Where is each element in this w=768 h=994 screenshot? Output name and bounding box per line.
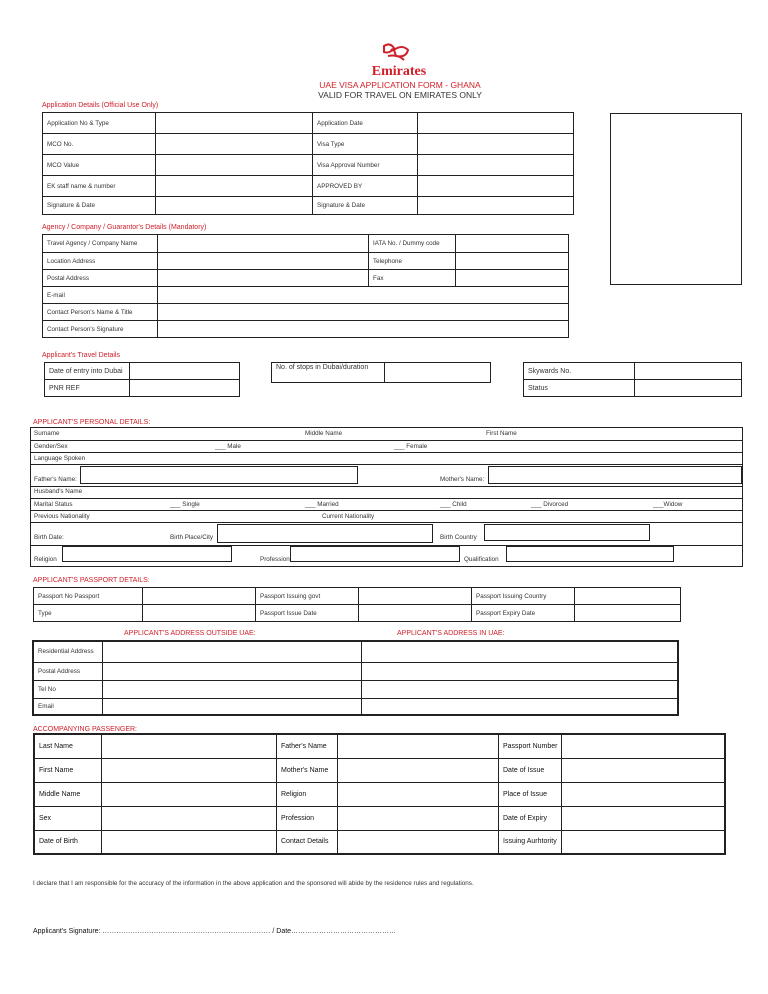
address-outside-title: APPLICANT'S ADDRESS OUTSIDE UAE: <box>124 630 256 637</box>
accompanying-field[interactable] <box>562 782 725 806</box>
address-label: Tel No <box>33 680 103 698</box>
address-label: Postal Address <box>33 662 103 680</box>
agency-table <box>42 234 569 338</box>
official-label: Application Date <box>313 113 418 134</box>
inside-address-field[interactable] <box>362 698 679 715</box>
official-label: MCO No. <box>43 134 156 155</box>
agency-label: E-mail <box>43 287 158 304</box>
accompanying-field[interactable] <box>562 758 725 782</box>
birth-place-label: Birth Place/City <box>170 534 214 541</box>
agency-label: Location Address <box>43 253 158 270</box>
official-value-field[interactable] <box>156 155 313 176</box>
qualification-field[interactable] <box>506 546 674 562</box>
child-option[interactable]: ___ Child <box>440 501 467 508</box>
religion-field[interactable] <box>62 546 232 562</box>
accompanying-label: Last Name <box>34 734 102 758</box>
official-label: Visa Approval Number <box>313 155 418 176</box>
accompanying-table <box>33 733 726 855</box>
accompanying-field[interactable] <box>562 830 725 854</box>
pnr-field[interactable] <box>130 380 240 397</box>
outside-address-field[interactable] <box>103 698 362 715</box>
accompanying-field[interactable] <box>102 782 277 806</box>
qualification-label: Qualification <box>464 556 499 563</box>
married-option[interactable]: ___ Married <box>305 501 339 508</box>
official-value-field[interactable] <box>156 113 313 134</box>
agency-section-title: Agency / Company / Guarantor's Details (Mandatory) <box>42 224 207 231</box>
father-name-field[interactable] <box>80 466 358 484</box>
stops-field[interactable] <box>385 363 491 383</box>
contact-person-field[interactable] <box>158 304 569 321</box>
travel-label: Status <box>524 380 635 397</box>
inside-address-field[interactable] <box>362 641 679 662</box>
accompanying-field[interactable] <box>102 830 277 854</box>
passport-label: Passport Expiry Date <box>472 605 575 622</box>
accompanying-field[interactable] <box>102 734 277 758</box>
official-label: MCO Value <box>43 155 156 176</box>
travel-label: No. of stops in Dubai/duration <box>272 363 385 383</box>
inside-address-field[interactable] <box>362 680 679 698</box>
agency-label: Contact Person's Name & Title <box>43 304 158 321</box>
photo-box <box>610 113 742 285</box>
agency-label: Travel Agency / Company Name <box>43 235 158 253</box>
passport-field[interactable] <box>359 605 472 622</box>
official-label: EK staff name & number <box>43 176 156 197</box>
agency-label: Fax <box>369 270 456 287</box>
official-value-field[interactable] <box>418 113 574 134</box>
middle-name-label: Middle Name <box>305 430 343 437</box>
passport-section-title: APPLICANT'S PASSPORT DETAILS: <box>33 577 150 584</box>
husband-name-label: Husband's Name <box>34 488 83 495</box>
declaration-text: I declare that I am responsible for the accuracy of the information in the above application and the sponsored will abide by the residence rules and regulations. <box>33 880 474 887</box>
agency-label: Contact Person's Signature <box>43 321 158 338</box>
agency-value-field[interactable] <box>158 235 369 253</box>
surname-label: Surname <box>34 430 60 437</box>
accompanying-label: Passport Number <box>499 734 562 758</box>
travel-section-title: Applicant's Travel Details <box>42 352 120 359</box>
official-label: Signature & Date <box>313 197 418 215</box>
accompanying-label: Father's Name <box>277 734 338 758</box>
official-label: Application No & Type <box>43 113 156 134</box>
accompanying-field[interactable] <box>102 806 277 830</box>
official-value-field[interactable] <box>418 134 574 155</box>
passport-field[interactable] <box>359 588 472 605</box>
official-label: Visa Type <box>313 134 418 155</box>
passport-label: Passport No Passport <box>34 588 143 605</box>
travel-label: PNR REF <box>45 380 130 397</box>
accompanying-field[interactable] <box>338 806 499 830</box>
accompanying-label: First Name <box>34 758 102 782</box>
language-label: Language Spoken <box>34 455 86 462</box>
official-value-field[interactable] <box>156 176 313 197</box>
passport-table <box>33 587 681 622</box>
skywards-field[interactable] <box>635 363 742 380</box>
current-nationality-label: Current Nationality <box>322 513 375 520</box>
religion-label: Religion <box>34 556 57 563</box>
accompanying-label: Date of Expiry <box>499 806 562 830</box>
mother-name-field[interactable] <box>488 466 742 484</box>
accompanying-label: Place of Issue <box>499 782 562 806</box>
agency-label: IATA No. / Dummy code <box>369 235 456 253</box>
accompanying-field[interactable] <box>338 758 499 782</box>
passport-field[interactable] <box>143 588 256 605</box>
official-value-field[interactable] <box>418 155 574 176</box>
official-table <box>42 112 574 215</box>
gender-label: Gender/Sex <box>34 443 68 450</box>
accompanying-label: Religion <box>277 782 338 806</box>
inside-address-field[interactable] <box>362 662 679 680</box>
agency-value-field[interactable] <box>456 235 569 253</box>
official-section-title: Application Details (Official Use Only) <box>42 102 159 109</box>
accompanying-field[interactable] <box>562 806 725 830</box>
accompanying-label: Issuing Aurhtority <box>499 830 562 854</box>
accompanying-label: Sex <box>34 806 102 830</box>
accompanying-label: Profession <box>277 806 338 830</box>
agency-email-field[interactable] <box>158 287 569 304</box>
agency-value-field[interactable] <box>456 270 569 287</box>
father-name-label: Father's Name: <box>34 476 77 483</box>
agency-label: Postal Address <box>43 270 158 287</box>
profession-field[interactable] <box>290 546 460 562</box>
birth-date-label: Birth Date: <box>34 534 64 541</box>
address-label: Residential Address <box>33 641 103 662</box>
address-table <box>32 640 679 716</box>
accompanying-field[interactable] <box>338 782 499 806</box>
address-inside-title: APPLICANT'S ADDRESS IN UAE: <box>397 630 505 637</box>
travel-table-middle <box>271 362 491 383</box>
agency-value-field[interactable] <box>158 253 369 270</box>
outside-address-field[interactable] <box>103 680 362 698</box>
personal-section-title: APPLICANT'S PERSONAL DETAILS: <box>33 419 151 426</box>
divorced-option[interactable]: ___ Divorced <box>531 501 569 508</box>
outside-address-field[interactable] <box>103 641 362 662</box>
passport-label: Type <box>34 605 143 622</box>
widow-option[interactable]: ___Widow <box>653 501 683 508</box>
travel-table-left <box>44 362 240 397</box>
accompanying-label: Date of Birth <box>34 830 102 854</box>
travel-label: Date of entry into Dubai <box>45 363 130 380</box>
accompanying-field[interactable] <box>338 734 499 758</box>
status-field[interactable] <box>635 380 742 397</box>
mother-name-label: Mother's Name: <box>440 476 485 483</box>
passport-field[interactable] <box>143 605 256 622</box>
address-label: Email <box>33 698 103 715</box>
passport-label: Passport Issue Date <box>256 605 359 622</box>
birth-place-field[interactable] <box>217 524 433 543</box>
passport-field[interactable] <box>575 588 681 605</box>
form-subtitle: VALID FOR TRAVEL ON EMIRATES ONLY <box>318 90 482 100</box>
male-option[interactable]: ___ Male <box>215 443 241 450</box>
accompanying-section-title: ACCOMPANYING PASSENGER: <box>33 726 137 733</box>
accompanying-field[interactable] <box>102 758 277 782</box>
passport-field[interactable] <box>575 605 681 622</box>
official-label: APPROVED BY <box>313 176 418 197</box>
official-value-field[interactable] <box>418 176 574 197</box>
agency-label: Telephone <box>369 253 456 270</box>
previous-nationality-label: Previous Nationality <box>34 513 90 520</box>
marital-status-label: Marital Status <box>34 501 73 508</box>
outside-address-field[interactable] <box>103 662 362 680</box>
official-value-field[interactable] <box>418 197 574 215</box>
official-value-field[interactable] <box>156 197 313 215</box>
brand-name: Emirates <box>371 64 427 79</box>
contact-signature-field[interactable] <box>158 321 569 338</box>
agency-value-field[interactable] <box>456 253 569 270</box>
profession-label: Profession <box>260 556 290 563</box>
official-label: Signature & Date <box>43 197 156 215</box>
accompanying-label: Middle Name <box>34 782 102 806</box>
accompanying-field[interactable] <box>338 830 499 854</box>
accompanying-label: Date of Issue <box>499 758 562 782</box>
signature-line[interactable]: Applicant's Signature: ……………………………………………………………… / Date……………………………………… <box>33 928 397 935</box>
first-name-label: First Name <box>486 430 517 437</box>
entry-date-field[interactable] <box>130 363 240 380</box>
form-title: UAE VISA APPLICATION FORM - GHANA <box>319 80 481 90</box>
passport-label: Passport Issuing Country <box>472 588 575 605</box>
travel-table-right <box>523 362 742 397</box>
single-option[interactable]: ___ Single <box>170 501 200 508</box>
travel-label: Skywards No. <box>524 363 635 380</box>
birth-country-label: Birth Country <box>440 534 477 541</box>
female-option[interactable]: ___ Female <box>394 443 428 450</box>
agency-value-field[interactable] <box>158 270 369 287</box>
accompanying-label: Contact Details <box>277 830 338 854</box>
official-value-field[interactable] <box>156 134 313 155</box>
accompanying-field[interactable] <box>562 734 725 758</box>
birth-country-field[interactable] <box>484 524 650 541</box>
accompanying-label: Mother's Name <box>277 758 338 782</box>
passport-label: Passport Issuing govt <box>256 588 359 605</box>
